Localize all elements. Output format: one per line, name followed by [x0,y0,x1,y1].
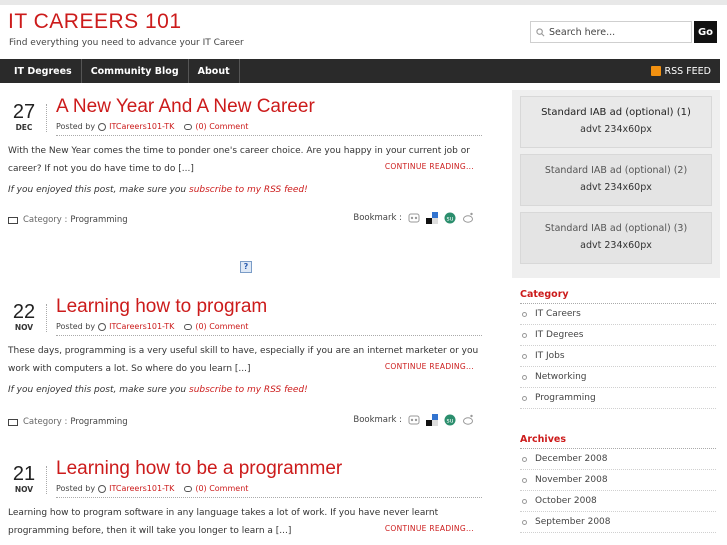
search-box[interactable] [530,21,692,43]
posted-by-label: Posted by [56,122,96,131]
post-comments-link[interactable]: (0) Comment [195,322,249,331]
ad-title: Standard IAB ad (optional) (3) [544,223,688,234]
bookmark-bar [353,414,474,426]
continue-reading-link[interactable]: CONTINUE READING... [384,524,474,533]
archives-widget-title: Archives [520,434,566,445]
post-day: 21 [12,463,36,485]
category-link[interactable]: Programming [70,417,128,427]
continue-reading-link[interactable]: CONTINUE READING... [384,362,474,371]
comment-icon [184,324,192,330]
bullet-icon [522,478,527,483]
folder-icon [8,419,18,426]
rss-note-text: If you enjoyed this post, make sure you [8,385,189,395]
svg-text:su: su [446,417,454,425]
continue-reading-link[interactable]: CONTINUE READING... [384,162,474,171]
category-item-label: Networking [535,372,587,382]
archive-item[interactable] [520,512,716,533]
archive-item[interactable] [520,491,716,512]
post-excerpt [8,504,482,540]
post-title[interactable]: A New Year And A New Career [56,96,315,117]
post-divider [56,497,482,498]
delicious-icon[interactable] [426,414,438,426]
site-title[interactable]: IT CAREERS 101 [8,10,182,33]
bullet-icon [522,396,527,401]
bullet-icon [522,499,527,504]
stumbleupon-icon[interactable] [444,212,456,224]
bullet-icon [522,354,527,359]
comment-icon [184,486,192,492]
date-divider [46,304,47,332]
rss-feed-link[interactable] [651,59,711,83]
digg-icon[interactable] [408,414,420,426]
archive-item-label: September 2008 [535,517,611,527]
ad-slot-3[interactable] [520,212,712,264]
nav-community-blog[interactable]: Community Blog [82,59,189,83]
post-excerpt-text: With the New Year comes the time to ponder one's career choice. Are you happy in your current job or career? If not you do have time to do [...] [8,146,470,174]
post-comments-link[interactable]: (0) Comment [195,122,249,131]
category-link[interactable]: Programming [70,215,128,225]
bullet-icon [522,333,527,338]
ad-slot-1[interactable] [520,96,712,148]
ad-size: advt 234x60px [580,240,652,251]
search-input[interactable] [549,27,689,38]
main-navbar [0,59,720,83]
bookmark-bar [353,212,474,224]
rss-note [8,185,308,195]
post-meta [56,322,248,331]
date-divider [46,466,47,494]
post-author-link[interactable]: ITCareers101-TK [109,122,175,131]
nav-about[interactable]: About [189,59,240,83]
bullet-icon [522,520,527,525]
post-comments-link[interactable]: (0) Comment [195,484,249,493]
post-excerpt-text: These days, programming is a very useful skill to have, especially if you are an internet marketer or you work with computers a lot. So where do you learn [...] [8,346,479,374]
reddit-icon[interactable] [462,212,474,224]
category-label: Category : [23,417,68,427]
category-item-label: IT Jobs [535,351,565,361]
post-month: DEC [15,123,33,132]
user-icon [98,123,106,131]
top-strip [0,0,727,5]
svg-text:su: su [446,215,454,223]
bookmark-label: Bookmark : [353,213,402,223]
comment-icon [184,124,192,130]
ad-size: advt 234x60px [580,182,652,193]
category-label: Category : [23,215,68,225]
broken-image-icon: ? [240,261,252,273]
archive-item[interactable] [520,470,716,491]
category-item-label: Programming [535,393,596,403]
user-icon [98,485,106,493]
post-author-link[interactable]: ITCareers101-TK [109,322,175,331]
reddit-icon[interactable] [462,414,474,426]
subscribe-rss-link[interactable]: subscribe to my RSS feed! [189,385,308,395]
category-item-label: IT Careers [535,309,581,319]
delicious-icon[interactable] [426,212,438,224]
ad-size: advt 234x60px [580,124,652,135]
post-meta [56,122,248,131]
search-go-button[interactable]: Go [694,21,717,43]
category-item-label: IT Degrees [535,330,584,340]
subscribe-rss-link[interactable]: subscribe to my RSS feed! [189,185,308,195]
ad-panel [512,90,720,278]
site-tagline: Find everything you need to advance your IT Career [9,38,244,48]
posted-by-label: Posted by [56,484,96,493]
date-divider [46,104,47,132]
rss-note [8,385,308,395]
bookmark-label: Bookmark : [353,415,402,425]
post-category [8,417,128,427]
category-item[interactable] [520,346,716,367]
post-day: 27 [12,101,36,123]
post-date [8,302,40,332]
post-date [8,102,40,132]
post-date [8,464,40,494]
archive-item-label: November 2008 [535,475,608,485]
rss-icon [651,66,661,76]
bullet-icon [522,457,527,462]
user-icon [98,323,106,331]
post-excerpt [8,142,482,178]
category-widget-title: Category [520,289,569,300]
nav-it-degrees[interactable]: IT Degrees [0,59,82,83]
posted-by-label: Posted by [56,322,96,331]
post-meta [56,484,248,493]
category-item[interactable] [520,325,716,346]
category-item[interactable] [520,388,716,409]
archive-item-label: October 2008 [535,496,597,506]
ad-title: Standard IAB ad (optional) (2) [544,165,688,176]
post-author-link[interactable]: ITCareers101-TK [109,484,175,493]
category-item[interactable] [520,367,716,388]
post-category [8,215,128,225]
ad-slot-2[interactable] [520,154,712,206]
stumbleupon-icon[interactable] [444,414,456,426]
archive-item[interactable] [520,449,716,470]
digg-icon[interactable] [408,212,420,224]
post-excerpt-text: Learning how to program software in any language takes a lot of work. If you have never learnt programming before, then it will take you longer to learn a [...] [8,508,439,536]
post-title[interactable]: Learning how to be a programmer [56,458,343,479]
post-divider [56,135,482,136]
search-icon [536,28,545,37]
post-day: 22 [12,301,36,323]
post-excerpt [8,342,482,378]
bullet-icon [522,312,527,317]
folder-icon [8,217,18,224]
post-month: NOV [14,323,34,332]
category-item[interactable] [520,304,716,325]
ad-title: Standard IAB ad (optional) (1) [541,107,691,118]
archive-item-label: December 2008 [535,454,608,464]
post-divider [56,335,482,336]
rss-feed-label: RSS FEED [664,65,711,77]
rss-note-text: If you enjoyed this post, make sure you [8,185,189,195]
bullet-icon [522,375,527,380]
post-title[interactable]: Learning how to program [56,296,268,317]
post-month: NOV [14,485,34,494]
